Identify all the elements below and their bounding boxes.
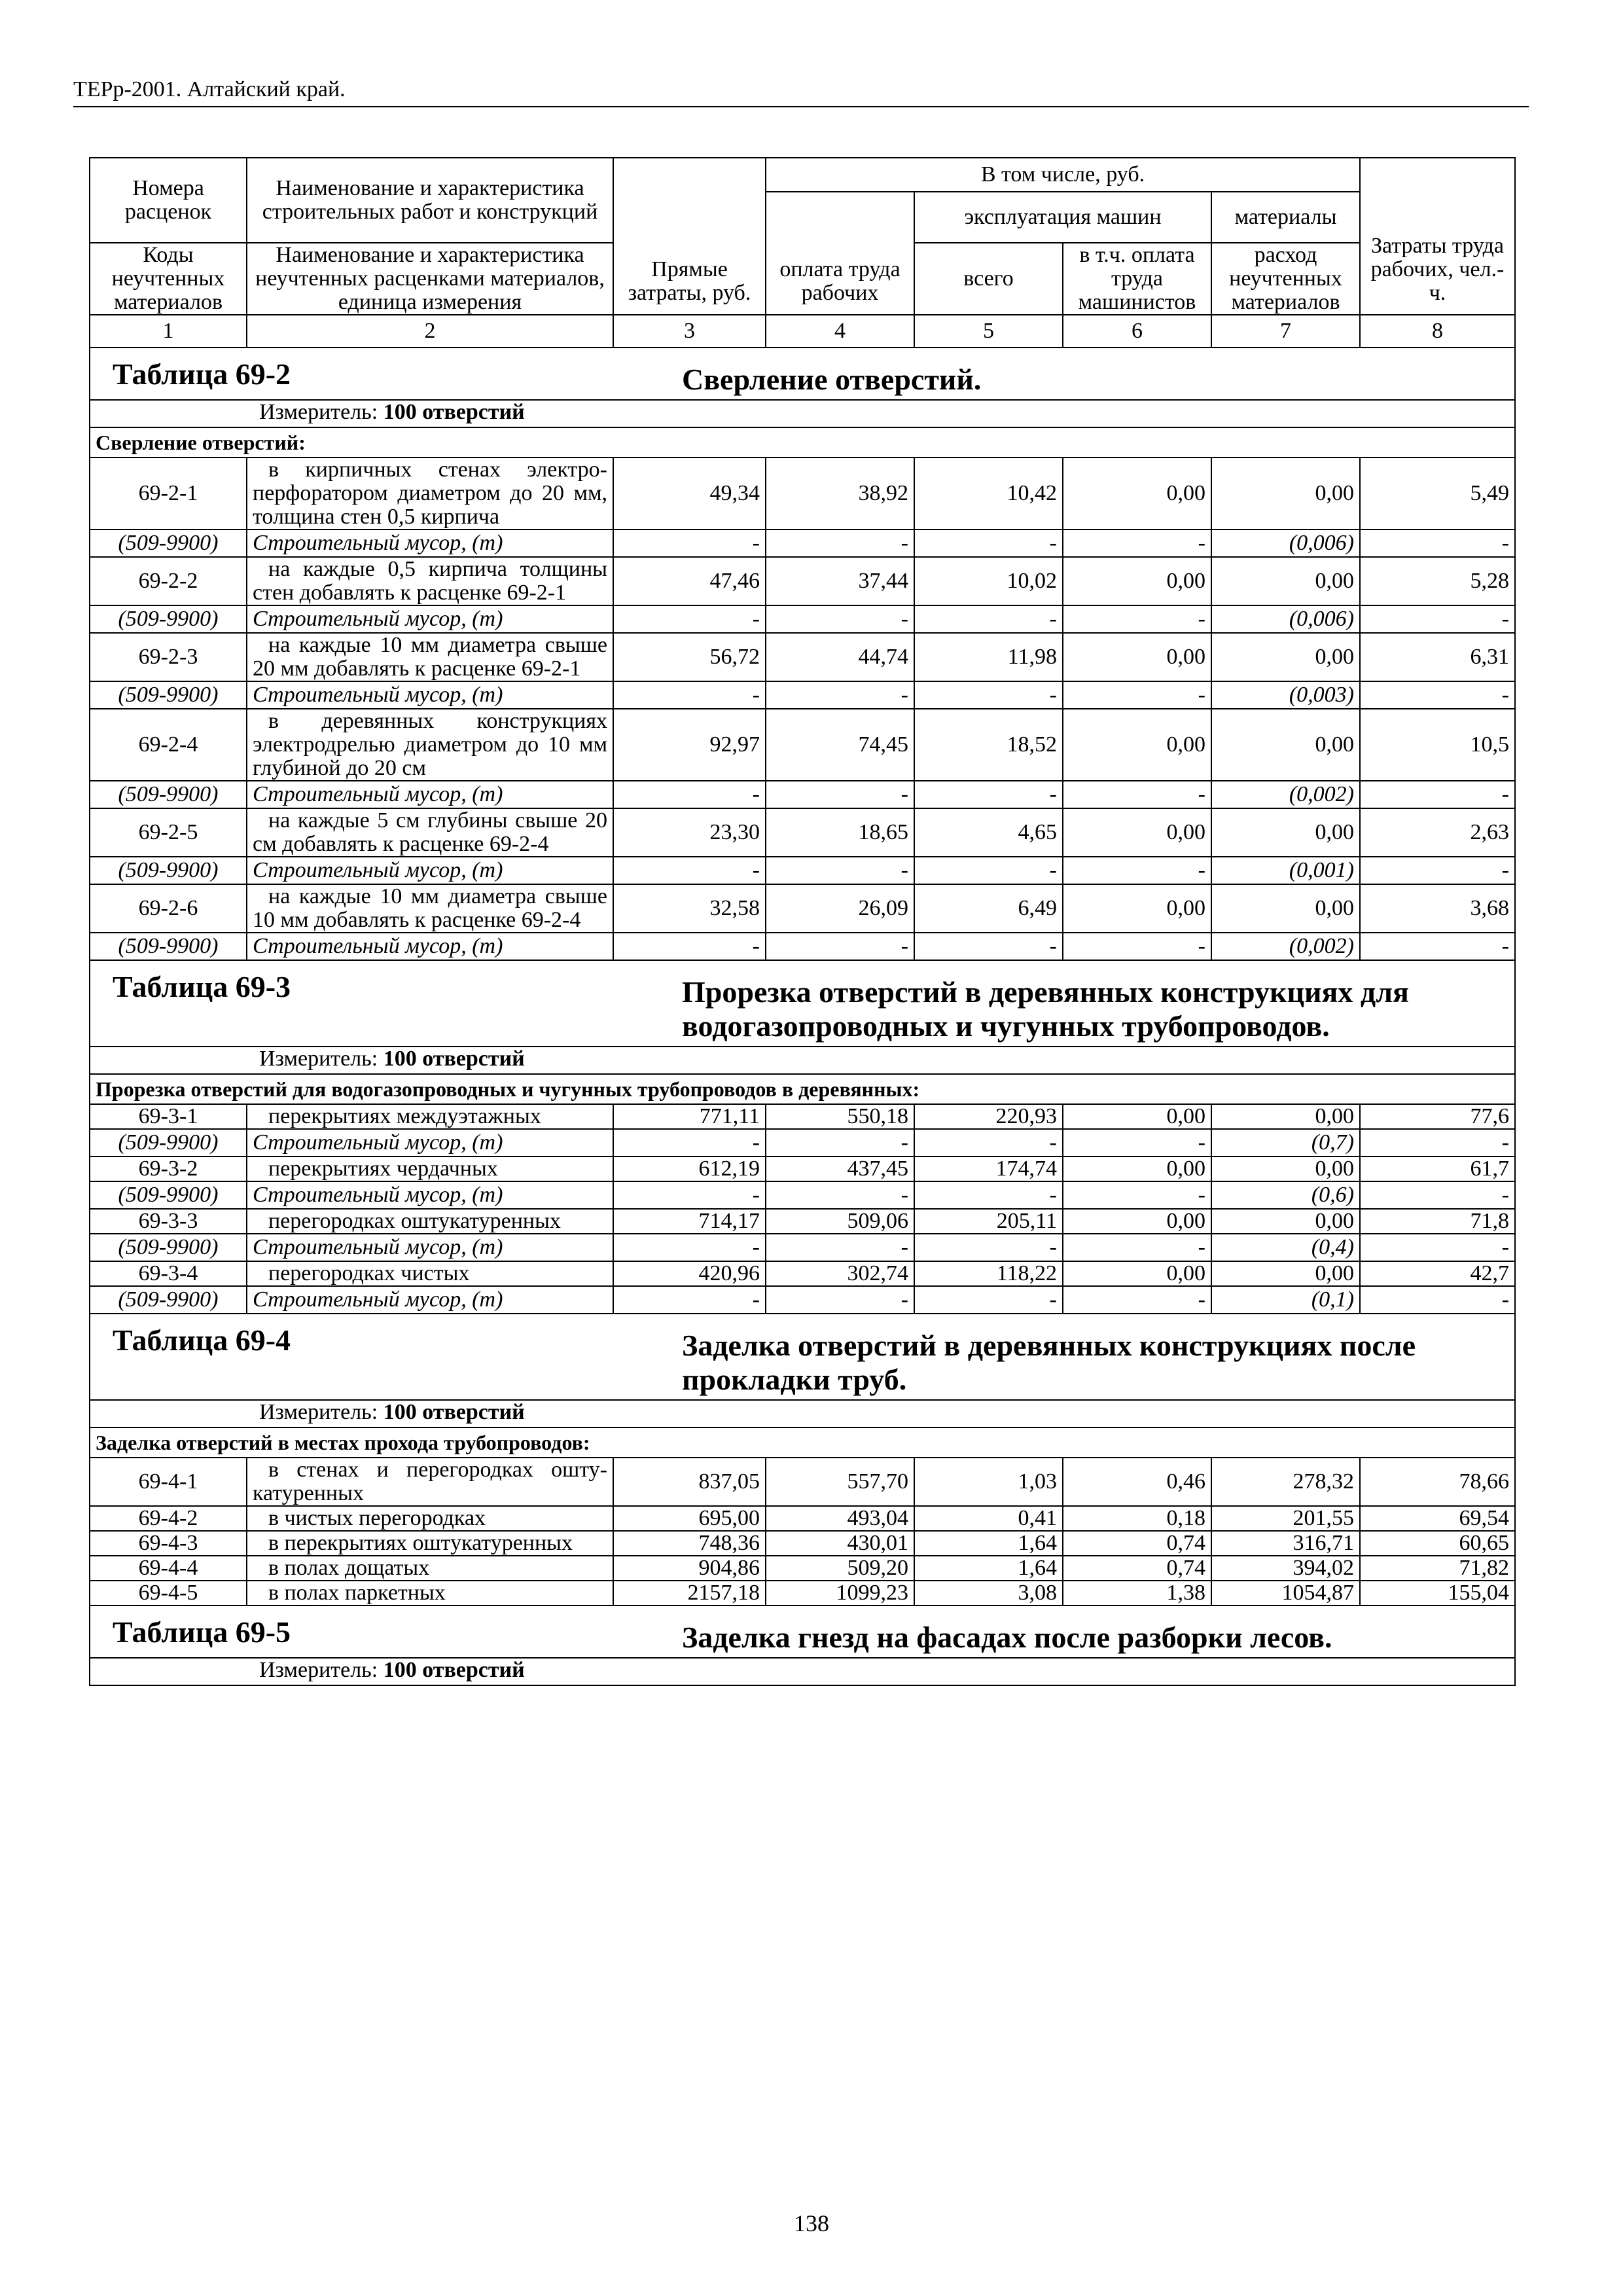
col-labor-cost-header: Затраты труда рабочих, чел.-ч. [1360, 158, 1515, 315]
material-row [90, 529, 1515, 557]
material-code: (509-9900) [90, 1129, 247, 1157]
rate-description: на каждые 10 мм диаметра свыше 20 мм добавлять к расценке 69-2-1 [247, 633, 613, 681]
material-code: (509-9900) [90, 1181, 247, 1209]
material-code: (509-9900) [90, 857, 247, 884]
rate-description: на каждые 5 см глубины свыше 20 см добавлять к расценке 69-2-4 [247, 808, 613, 857]
column-number: 2 [247, 315, 613, 348]
material-description: Строительный мусор, (т) [247, 1181, 613, 1209]
materials: 0,00 [1211, 1104, 1360, 1129]
rate-code: 69-3-1 [90, 1104, 247, 1129]
rate-description: в стенах и перегородках оштукатуренных [247, 1458, 613, 1506]
material-machine-total: - [914, 605, 1063, 633]
rate-row [90, 1104, 1515, 1129]
rate-row [90, 1261, 1515, 1286]
material-direct-cost: - [613, 605, 766, 633]
material-code: (509-9900) [90, 605, 247, 633]
labor-pay: 437,45 [766, 1157, 914, 1181]
machine-total: 10,42 [914, 457, 1063, 529]
materials: 0,00 [1211, 633, 1360, 681]
materials: 0,00 [1211, 884, 1360, 933]
material-machine-labor: - [1063, 857, 1211, 884]
material-materials: (0,1) [1211, 1286, 1360, 1314]
col-machine-op-header: эксплуатация машин [914, 192, 1211, 243]
material-description: Строительный мусор, (т) [247, 781, 613, 808]
header-rule [73, 106, 1529, 107]
labor-hours: 2,63 [1360, 808, 1515, 857]
material-direct-cost: - [613, 781, 766, 808]
labor-hours: 3,68 [1360, 884, 1515, 933]
material-row [90, 1286, 1515, 1314]
materials: 0,00 [1211, 457, 1360, 529]
machine-total: 1,03 [914, 1458, 1063, 1506]
material-machine-total: - [914, 529, 1063, 557]
lead-text: Заделка отверстий в местах прохода трубопроводов: [90, 1427, 1515, 1458]
material-row [90, 605, 1515, 633]
meter [90, 1400, 1515, 1427]
rate-code: 69-3-4 [90, 1261, 247, 1286]
material-materials: (0,002) [1211, 933, 1360, 960]
col-materials-header: материалы [1211, 192, 1360, 243]
meter-label: Измеритель: [259, 400, 378, 424]
meter-label: Измеритель: [259, 1658, 378, 1682]
labor-hours: 78,66 [1360, 1458, 1515, 1506]
material-row [90, 1129, 1515, 1157]
labor-hours: 71,8 [1360, 1209, 1515, 1234]
column-number: 3 [613, 315, 766, 348]
material-machine-labor: - [1063, 681, 1211, 709]
rate-description: перекрытиях чердачных [247, 1157, 613, 1181]
material-labor-hours: - [1360, 1129, 1515, 1157]
labor-pay: 557,70 [766, 1458, 914, 1506]
rate-code: 69-4-4 [90, 1556, 247, 1581]
material-labor-pay: - [766, 605, 914, 633]
materials: 0,00 [1211, 709, 1360, 781]
materials: 0,00 [1211, 1209, 1360, 1234]
material-direct-cost: - [613, 1181, 766, 1209]
material-direct-cost: - [613, 529, 766, 557]
material-machine-labor: - [1063, 1234, 1211, 1261]
rate-code: 69-2-5 [90, 808, 247, 857]
col-direct-header: Прямые затраты, руб. [613, 158, 766, 315]
machine-labor: 0,00 [1063, 1104, 1211, 1129]
material-code: (509-9900) [90, 1234, 247, 1261]
rate-description: в перекрытиях оштукатуренных [247, 1531, 613, 1556]
meter-line [96, 401, 1509, 424]
material-direct-cost: - [613, 933, 766, 960]
material-machine-labor: - [1063, 1286, 1211, 1314]
material-row [90, 1181, 1515, 1209]
rate-row [90, 1209, 1515, 1234]
col-labor-pay-header: оплата труда рабочих [766, 192, 914, 315]
machine-labor: 0,00 [1063, 709, 1211, 781]
rate-description: в кирпичных стенах электроперфоратором диаметром до 20 мм, толщина стен 0,5 кирпича [247, 457, 613, 529]
lead-row [90, 1074, 1515, 1104]
rate-code: 69-2-1 [90, 457, 247, 529]
machine-total: 174,74 [914, 1157, 1063, 1181]
table-label: Таблица 69-3 [113, 970, 291, 1003]
labor-pay: 509,06 [766, 1209, 914, 1234]
meter-value: 100 отверстий [383, 1400, 525, 1424]
material-code: (509-9900) [90, 781, 247, 808]
rate-row [90, 557, 1515, 605]
machine-total: 220,93 [914, 1104, 1063, 1129]
rate-code: 69-4-5 [90, 1581, 247, 1605]
labor-pay: 430,01 [766, 1531, 914, 1556]
material-labor-hours: - [1360, 781, 1515, 808]
direct-cost: 56,72 [613, 633, 766, 681]
meter-value: 100 отверстий [383, 400, 525, 424]
material-materials: (0,006) [1211, 605, 1360, 633]
material-machine-total: - [914, 681, 1063, 709]
material-direct-cost: - [613, 681, 766, 709]
machine-total: 4,65 [914, 808, 1063, 857]
meter [90, 400, 1515, 427]
machine-total: 3,08 [914, 1581, 1063, 1605]
rate-code: 69-3-3 [90, 1209, 247, 1234]
machine-labor: 0,00 [1063, 457, 1211, 529]
labor-hours: 6,31 [1360, 633, 1515, 681]
material-code: (509-9900) [90, 1286, 247, 1314]
table-title: Заделка гнезд на фасадах после разборки лесов. [682, 1621, 1332, 1654]
materials: 316,71 [1211, 1531, 1360, 1556]
labor-hours: 5,28 [1360, 557, 1515, 605]
material-materials: (0,002) [1211, 781, 1360, 808]
col-machine-labor-header: в т.ч. оплата труда машинистов [1063, 243, 1211, 315]
material-labor-pay: - [766, 857, 914, 884]
section-heading [90, 348, 1515, 400]
material-labor-pay: - [766, 1181, 914, 1209]
section-heading [90, 1314, 1515, 1400]
material-machine-total: - [914, 857, 1063, 884]
meter-label: Измеритель: [259, 1047, 378, 1071]
col-name-header: Наименование и характеристика строительных работ и конструкций [247, 158, 613, 243]
lead-text: Прорезка отверстий для водогазопроводных и чугунных трубопроводов в деревянных: [90, 1074, 1515, 1104]
section-title-row [90, 348, 1515, 400]
labor-pay: 493,04 [766, 1506, 914, 1531]
section-heading [90, 1605, 1515, 1658]
material-direct-cost: - [613, 1234, 766, 1261]
material-labor-hours: - [1360, 1181, 1515, 1209]
page-number: 138 [794, 2210, 829, 2236]
material-code: (509-9900) [90, 681, 247, 709]
machine-labor: 0,00 [1063, 557, 1211, 605]
rate-row [90, 1157, 1515, 1181]
material-labor-hours: - [1360, 529, 1515, 557]
machine-labor: 0,18 [1063, 1506, 1211, 1531]
material-row [90, 681, 1515, 709]
column-number: 7 [1211, 315, 1360, 348]
table-title: Заделка отверстий в деревянных конструкциях после прокладки труб. [682, 1329, 1416, 1396]
meter-row [90, 1400, 1515, 1427]
material-machine-total: - [914, 1181, 1063, 1209]
rate-code: 69-2-4 [90, 709, 247, 781]
machine-labor: 0,00 [1063, 1209, 1211, 1234]
machine-labor: 0,00 [1063, 808, 1211, 857]
material-description: Строительный мусор, (т) [247, 933, 613, 960]
col-name-unaccounted-header: Наименование и характеристика неучтенных расценками материалов, единица измерения [247, 243, 613, 315]
meter-row [90, 400, 1515, 427]
labor-pay: 18,65 [766, 808, 914, 857]
lead-row [90, 1427, 1515, 1458]
rate-code: 69-3-2 [90, 1157, 247, 1181]
materials: 0,00 [1211, 1157, 1360, 1181]
material-code: (509-9900) [90, 529, 247, 557]
col-codes-header: Коды неучтенных материалов [90, 243, 247, 315]
machine-labor: 0,74 [1063, 1531, 1211, 1556]
machine-total: 0,41 [914, 1506, 1063, 1531]
material-row [90, 933, 1515, 960]
rate-description: на каждые 0,5 кирпича толщины стен добавлять к расценке 69-2-1 [247, 557, 613, 605]
labor-hours: 71,82 [1360, 1556, 1515, 1581]
rate-row [90, 1531, 1515, 1556]
meter-line [96, 1401, 1509, 1424]
direct-cost: 771,11 [613, 1104, 766, 1129]
material-description: Строительный мусор, (т) [247, 1286, 613, 1314]
machine-labor: 0,74 [1063, 1556, 1211, 1581]
meter-value: 100 отверстий [383, 1047, 525, 1071]
col-materials-unaccounted-header: расход неучтенных материалов [1211, 243, 1360, 315]
material-direct-cost: - [613, 857, 766, 884]
meter [90, 1658, 1515, 1685]
direct-cost: 2157,18 [613, 1581, 766, 1605]
labor-pay: 509,20 [766, 1556, 914, 1581]
rate-code: 69-2-2 [90, 557, 247, 605]
column-number: 4 [766, 315, 914, 348]
machine-labor: 0,00 [1063, 1157, 1211, 1181]
labor-hours: 60,65 [1360, 1531, 1515, 1556]
rate-code: 69-2-6 [90, 884, 247, 933]
material-labor-pay: - [766, 1129, 914, 1157]
direct-cost: 612,19 [613, 1157, 766, 1181]
col-machine-total-header: всего [914, 243, 1063, 315]
material-materials: (0,006) [1211, 529, 1360, 557]
meter-value: 100 отверстий [383, 1658, 525, 1682]
material-description: Строительный мусор, (т) [247, 529, 613, 557]
material-code: (509-9900) [90, 933, 247, 960]
meter-row [90, 1047, 1515, 1074]
material-machine-labor: - [1063, 1181, 1211, 1209]
rate-description: в чистых перегородках [247, 1506, 613, 1531]
materials: 394,02 [1211, 1556, 1360, 1581]
direct-cost: 47,46 [613, 557, 766, 605]
rates-table [89, 157, 1516, 1686]
material-description: Строительный мусор, (т) [247, 857, 613, 884]
machine-labor: 0,00 [1063, 633, 1211, 681]
rate-description: перегородках оштукатуренных [247, 1209, 613, 1234]
rate-row [90, 457, 1515, 529]
column-number: 8 [1360, 315, 1515, 348]
labor-pay: 26,09 [766, 884, 914, 933]
material-machine-total: - [914, 1234, 1063, 1261]
machine-total: 205,11 [914, 1209, 1063, 1234]
labor-pay: 37,44 [766, 557, 914, 605]
table-title: Сверление отверстий. [682, 363, 982, 396]
column-number: 1 [90, 315, 247, 348]
labor-pay: 74,45 [766, 709, 914, 781]
rate-code: 69-4-2 [90, 1506, 247, 1531]
material-labor-hours: - [1360, 681, 1515, 709]
labor-hours: 42,7 [1360, 1261, 1515, 1286]
material-labor-pay: - [766, 1286, 914, 1314]
table-label: Таблица 69-2 [113, 357, 291, 391]
rate-row [90, 1581, 1515, 1605]
rate-code: 69-2-3 [90, 633, 247, 681]
material-machine-total: - [914, 1286, 1063, 1314]
table-title: Прорезка отверстий в деревянных конструкциях для водогазопроводных и чугунных трубопроводов. [682, 975, 1409, 1043]
material-description: Строительный мусор, (т) [247, 681, 613, 709]
material-machine-labor: - [1063, 1129, 1211, 1157]
lead-row [90, 427, 1515, 457]
material-machine-labor: - [1063, 529, 1211, 557]
material-labor-hours: - [1360, 1286, 1515, 1314]
materials: 201,55 [1211, 1506, 1360, 1531]
labor-hours: 69,54 [1360, 1506, 1515, 1531]
material-row [90, 781, 1515, 808]
rate-row [90, 808, 1515, 857]
direct-cost: 23,30 [613, 808, 766, 857]
rate-row [90, 709, 1515, 781]
material-labor-pay: - [766, 681, 914, 709]
labor-hours: 61,7 [1360, 1157, 1515, 1181]
running-header: ТЕРр-2001. Алтайский край. [73, 77, 346, 101]
material-labor-pay: - [766, 1234, 914, 1261]
material-row [90, 857, 1515, 884]
section-title-row [90, 960, 1515, 1047]
rate-row [90, 1556, 1515, 1581]
material-materials: (0,7) [1211, 1129, 1360, 1157]
rate-description: в деревянных конструкциях электродрелью диаметром до 10 мм глубиной до 20 см [247, 709, 613, 781]
direct-cost: 695,00 [613, 1506, 766, 1531]
section-title-row [90, 1605, 1515, 1658]
machine-total: 18,52 [914, 709, 1063, 781]
material-machine-labor: - [1063, 605, 1211, 633]
material-machine-total: - [914, 933, 1063, 960]
direct-cost: 92,97 [613, 709, 766, 781]
direct-cost: 32,58 [613, 884, 766, 933]
table-label: Таблица 69-4 [113, 1323, 291, 1357]
col-rate-no-header: Номера расценок [90, 158, 247, 243]
material-machine-total: - [914, 781, 1063, 808]
material-description: Строительный мусор, (т) [247, 1234, 613, 1261]
material-labor-hours: - [1360, 1234, 1515, 1261]
rate-description: перекрытиях междуэтажных [247, 1104, 613, 1129]
direct-cost: 748,36 [613, 1531, 766, 1556]
labor-pay: 302,74 [766, 1261, 914, 1286]
lead-text: Сверление отверстий: [90, 427, 1515, 457]
rate-description: перегородках чистых [247, 1261, 613, 1286]
rate-row [90, 633, 1515, 681]
labor-pay: 1099,23 [766, 1581, 914, 1605]
labor-pay: 44,74 [766, 633, 914, 681]
labor-hours: 77,6 [1360, 1104, 1515, 1129]
meter [90, 1047, 1515, 1074]
material-labor-pay: - [766, 933, 914, 960]
direct-cost: 837,05 [613, 1458, 766, 1506]
machine-total: 1,64 [914, 1556, 1063, 1581]
machine-total: 11,98 [914, 633, 1063, 681]
machine-total: 6,49 [914, 884, 1063, 933]
material-materials: (0,4) [1211, 1234, 1360, 1261]
material-description: Строительный мусор, (т) [247, 1129, 613, 1157]
material-machine-labor: - [1063, 933, 1211, 960]
material-labor-hours: - [1360, 605, 1515, 633]
column-number: 5 [914, 315, 1063, 348]
materials: 0,00 [1211, 557, 1360, 605]
machine-labor: 0,00 [1063, 884, 1211, 933]
rate-row [90, 1458, 1515, 1506]
material-row [90, 1234, 1515, 1261]
labor-pay: 38,92 [766, 457, 914, 529]
material-materials: (0,001) [1211, 857, 1360, 884]
rate-row [90, 1506, 1515, 1531]
rate-code: 69-4-1 [90, 1458, 247, 1506]
meter-line [96, 1047, 1509, 1071]
material-description: Строительный мусор, (т) [247, 605, 613, 633]
material-direct-cost: - [613, 1129, 766, 1157]
rate-description: в полах дощатых [247, 1556, 613, 1581]
machine-labor: 0,46 [1063, 1458, 1211, 1506]
section-title-row [90, 1314, 1515, 1400]
labor-pay: 550,18 [766, 1104, 914, 1129]
rate-description: на каждые 10 мм диаметра свыше 10 мм добавлять к расценке 69-2-4 [247, 884, 613, 933]
meter-label: Измеритель: [259, 1400, 378, 1424]
meter-row [90, 1658, 1515, 1685]
machine-total: 1,64 [914, 1531, 1063, 1556]
material-labor-pay: - [766, 781, 914, 808]
material-labor-pay: - [766, 529, 914, 557]
direct-cost: 49,34 [613, 457, 766, 529]
labor-hours: 10,5 [1360, 709, 1515, 781]
labor-hours: 5,49 [1360, 457, 1515, 529]
machine-total: 118,22 [914, 1261, 1063, 1286]
material-labor-hours: - [1360, 933, 1515, 960]
material-materials: (0,003) [1211, 681, 1360, 709]
material-labor-hours: - [1360, 857, 1515, 884]
direct-cost: 714,17 [613, 1209, 766, 1234]
rate-code: 69-4-3 [90, 1531, 247, 1556]
direct-cost: 420,96 [613, 1261, 766, 1286]
machine-total: 10,02 [914, 557, 1063, 605]
direct-cost: 904,86 [613, 1556, 766, 1581]
materials: 0,00 [1211, 1261, 1360, 1286]
rate-row [90, 884, 1515, 933]
material-materials: (0,6) [1211, 1181, 1360, 1209]
rate-description: в полах паркетных [247, 1581, 613, 1605]
labor-hours: 155,04 [1360, 1581, 1515, 1605]
col-incl-header: В том числе, руб. [766, 158, 1360, 192]
machine-labor: 0,00 [1063, 1261, 1211, 1286]
material-machine-total: - [914, 1129, 1063, 1157]
machine-labor: 1,38 [1063, 1581, 1211, 1605]
materials: 1054,87 [1211, 1581, 1360, 1605]
table-label: Таблица 69-5 [113, 1615, 291, 1649]
material-direct-cost: - [613, 1286, 766, 1314]
material-machine-labor: - [1063, 781, 1211, 808]
section-heading [90, 960, 1515, 1047]
materials: 0,00 [1211, 808, 1360, 857]
column-number: 6 [1063, 315, 1211, 348]
meter-line [96, 1659, 1509, 1682]
materials: 278,32 [1211, 1458, 1360, 1506]
